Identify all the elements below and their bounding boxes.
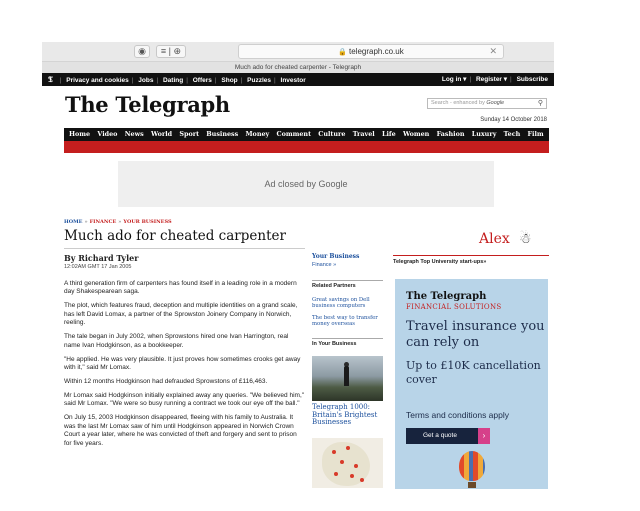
nav-offers[interactable]: Offers xyxy=(192,77,212,84)
article-paragraph: The tale began in July 2002, when Sprowstons hired one Ivan Harrington, real name Ivan Hodgkinson, as a bookkeeper. xyxy=(64,333,289,349)
your-business-heading[interactable]: Your Business xyxy=(312,253,360,260)
search-placeholder: Search - enhanced by xyxy=(431,100,485,106)
get-quote-button[interactable] xyxy=(406,428,490,444)
section-life[interactable]: Life xyxy=(381,130,396,138)
alex-divider xyxy=(393,255,549,256)
nav-jobs[interactable]: Jobs xyxy=(138,77,154,84)
section-fashion[interactable]: Fashion xyxy=(436,130,465,138)
breadcrumb-finance[interactable]: FINANCE xyxy=(89,219,117,225)
article-paragraph: On July 15, 2003 Hodgkinson disappeared, fleeing with his family to Australia. It was the last Mr Lomax saw of him until Hodgkinson appeared in Norwich Crown Court a year later, where he was convicted of theft and forgery and sent to prison for five years. xyxy=(64,414,297,447)
article-title: Much ado for cheated carpenter xyxy=(64,228,286,244)
alex-cartoon-title[interactable]: Alex xyxy=(479,231,510,247)
reader-tabs-icon[interactable]: ≡ | ⊕ xyxy=(156,45,186,58)
top-utility-nav: 𝕿 | Privacy and cookies | Jobs | Dating | Offers | Shop | Puzzles | Investor Log in ▾ | Register ▾ | Subscribe xyxy=(42,73,554,86)
in-your-business-label: In Your Business xyxy=(312,338,383,347)
section-money[interactable]: Money xyxy=(245,130,270,138)
breadcrumb: HOME » FINANCE » YOUR BUSINESS xyxy=(64,219,172,225)
browser-chrome xyxy=(42,42,554,73)
tab-title[interactable]: Much ado for cheated carpenter - Telegraph xyxy=(42,61,554,73)
article-paragraph: Within 12 months Hodgkinson had defrauded Sprowstons of £116,463. xyxy=(64,378,268,386)
chevron-down-icon[interactable]: ▾ xyxy=(503,76,508,83)
advert-subtitle: FINANCIAL SOLUTIONS xyxy=(406,303,502,311)
finance-link[interactable]: Finance » xyxy=(312,262,337,268)
ad-placeholder: Ad closed by Google xyxy=(118,161,494,207)
alex-cartoon-icon[interactable]: ☃ xyxy=(519,230,532,246)
address-bar[interactable] xyxy=(238,44,504,59)
nav-privacy[interactable]: Privacy and cookies xyxy=(66,77,129,84)
close-icon[interactable]: ✕ xyxy=(489,46,497,56)
section-sport[interactable]: Sport xyxy=(179,130,200,138)
breadcrumb-home[interactable]: HOME xyxy=(64,219,83,225)
url-text: telegraph.co.uk xyxy=(349,47,404,56)
lock-icon: 🔒 xyxy=(338,49,347,56)
privacy-icon[interactable]: ◉ xyxy=(134,45,150,58)
your-business-box xyxy=(312,253,383,268)
nav-investor[interactable]: Investor xyxy=(280,77,306,84)
nav-dating[interactable]: Dating xyxy=(162,77,184,84)
advert-headline: Travel insurance you can rely on xyxy=(406,319,545,350)
section-business[interactable]: Business xyxy=(206,130,239,138)
subscribe-link[interactable]: Subscribe xyxy=(516,76,548,83)
chevron-right-icon: › xyxy=(478,428,490,444)
nav-puzzles[interactable]: Puzzles xyxy=(247,77,271,84)
advert-offer: Up to £10K cancellation cover xyxy=(406,359,541,386)
article-byline[interactable]: By Richard Tyler xyxy=(64,253,139,263)
article-paragraph: A third generation firm of carpenters has found itself in a leading role in a modern day Shakespearean saga. xyxy=(64,280,297,296)
search-icon[interactable]: ⚲ xyxy=(537,100,543,107)
section-nav xyxy=(64,128,549,141)
chevron-down-icon[interactable]: ▾ xyxy=(463,76,467,83)
browser-toolbar xyxy=(42,42,554,61)
section-tech[interactable]: Tech xyxy=(503,130,521,138)
startups-link[interactable]: Telegraph Top University start-ups» xyxy=(393,259,487,265)
nav-shop[interactable]: Shop xyxy=(221,77,238,84)
section-women[interactable]: Women xyxy=(402,130,430,138)
masthead-logo[interactable]: The Telegraph xyxy=(65,92,230,117)
related-link-dell[interactable]: Great savings on Dell business computers xyxy=(312,297,370,310)
article-timestamp: 12:02AM GMT 17 Jan 2005 xyxy=(64,264,132,270)
related-partners-label: Related Partners xyxy=(312,280,383,289)
current-date: Sunday 14 October 2018 xyxy=(480,117,547,123)
register-link[interactable]: Register xyxy=(475,76,502,83)
article-paragraph: Mr Lomax said Hodgkinson initially explained away any queries. "We believed him," said Mr Lomax. "We were so busy running a contract we took our eye off the ball." xyxy=(64,392,305,408)
section-video[interactable]: Video xyxy=(97,130,118,138)
article-paragraph: "He applied. He was very plausible. It just proves how sometimes crooks get away with it," said Mr Lomax. xyxy=(64,355,301,372)
story-image[interactable] xyxy=(312,356,383,401)
related-link-transfer[interactable]: The best way to transfer money overseas xyxy=(312,315,378,328)
title-divider xyxy=(64,248,305,249)
sub-nav-bar xyxy=(64,141,549,153)
story-link[interactable]: Telegraph 1000: Britain's Brightest Businesses xyxy=(312,403,378,427)
section-news[interactable]: News xyxy=(124,130,144,138)
hot-air-balloon-icon xyxy=(459,451,485,481)
breadcrumb-your-business[interactable]: YOUR BUSINESS xyxy=(123,219,172,225)
article-body xyxy=(64,280,305,454)
section-film[interactable]: Film xyxy=(527,130,544,138)
section-home[interactable]: Home xyxy=(69,130,91,138)
search-input[interactable] xyxy=(427,98,547,109)
section-world[interactable]: World xyxy=(150,130,173,138)
section-culture[interactable]: Culture xyxy=(318,130,346,138)
advert-terms: Terms and conditions apply xyxy=(406,410,510,420)
telegraph-t-logo-icon[interactable]: 𝕿 xyxy=(48,74,53,84)
article-paragraph: The plot, which features fraud, deception and multiple identities on a grand scale, has left David Lomax, a partner of the Sprowston Joinery Company in Norwich, reeling. xyxy=(64,302,298,327)
map-image[interactable] xyxy=(312,438,383,488)
advert-logo: The Telegraph xyxy=(406,291,487,302)
section-travel[interactable]: Travel xyxy=(352,130,375,138)
section-comment[interactable]: Comment xyxy=(276,130,312,138)
login-link[interactable]: Log in xyxy=(441,76,462,83)
get-quote-label: Get a quote xyxy=(423,432,457,439)
google-brand: Google xyxy=(486,100,505,106)
travel-insurance-advert[interactable] xyxy=(395,279,548,489)
section-luxury[interactable]: Luxury xyxy=(471,130,497,138)
